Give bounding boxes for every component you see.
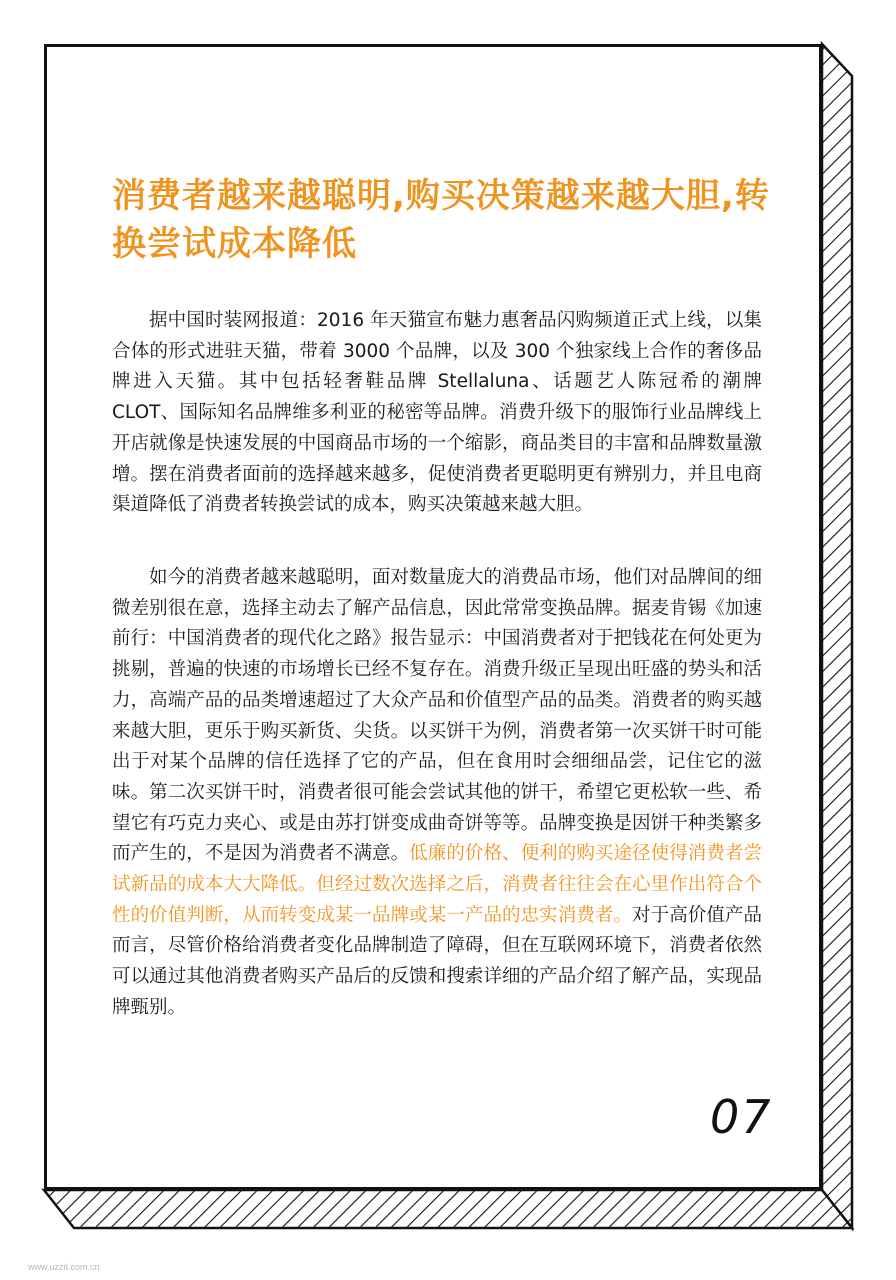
paragraph-1: 据中国时装网报道：2016 年天猫宣布魅力惠奢品闪购频道正式上线，以集合体的形式进驻天猫，带着 3000 个品牌，以及 300 个独家线上合作的奢侈品牌进入天猫。其中包括轻奢鞋品牌 Stellaluna、话题艺人陈冠希的潮牌 CLOT、国际知名品牌维多利亚的秘密等品牌。消费升级下的服饰行业品牌线上开店就像是快速发展的中国商品市场的一个缩影，商品类目的丰富和品牌数量激增。摆在消费者面前的选择越来越多，促使消费者更聪明更有辨别力，并且电商渠道降低了消费者转换尝试的成本，购买决策越来越大胆。 [112, 310, 762, 516]
highlighted-text: 低廉的价格、便利的购买途径使得消费者尝试新品的成本大大降低。但经过数次选择之后，消费者往往会在心里作出符合个性的价值判断，从而转变成某一品牌或某一产品的忠实消费者。 [112, 843, 762, 926]
page-number: 07 [710, 1090, 773, 1144]
page-title: 消费者越来越聪明,购买决策越来越大胆,转换尝试成本降低 [112, 176, 770, 264]
watermark: www.uzzit.com.cn [28, 1262, 100, 1272]
paragraph-2-text-end: 对于高价值产品而言，尽管价格给消费者变化品牌制造了障碍，但在互联网环境下，消费者依然可以通过其他消费者购买产品后的反馈和搜索详细的产品介绍了解产品，实现品牌甄别。 [112, 904, 762, 1018]
paragraph-2 [112, 563, 762, 1024]
paragraph-2-text: 如今的消费者越来越聪明，面对数量庞大的消费品市场，他们对品牌间的细微差别很在意，选择主动去了解产品信息，因此常常变换品牌。据麦肯锡《加速前行：中国消费者的现代化之路》报告显示：中国消费者对于把钱花在何处更为挑剔，普遍的快速的市场增长已经不复存在。消费升级正呈现出旺盛的势头和活力，高端产品的品类增速超过了大众产品和价值型产品的品类。消费者的购买越来越大胆，更乐于购买新货、尖货。以买饼干为例，消费者第一次买饼干时可能出于对某个品牌的信任选择了它的产品，但在食用时会细细品尝，记住它的滋味。第二次买饼干时，消费者很可能会尝试其他的饼干，希望它更松软一些、希望它有巧克力夹心、或是由苏打饼变成曲奇饼等等。品牌变换是因饼干种类繁多而产生的，不是因为消费者不满意。 [112, 567, 762, 865]
